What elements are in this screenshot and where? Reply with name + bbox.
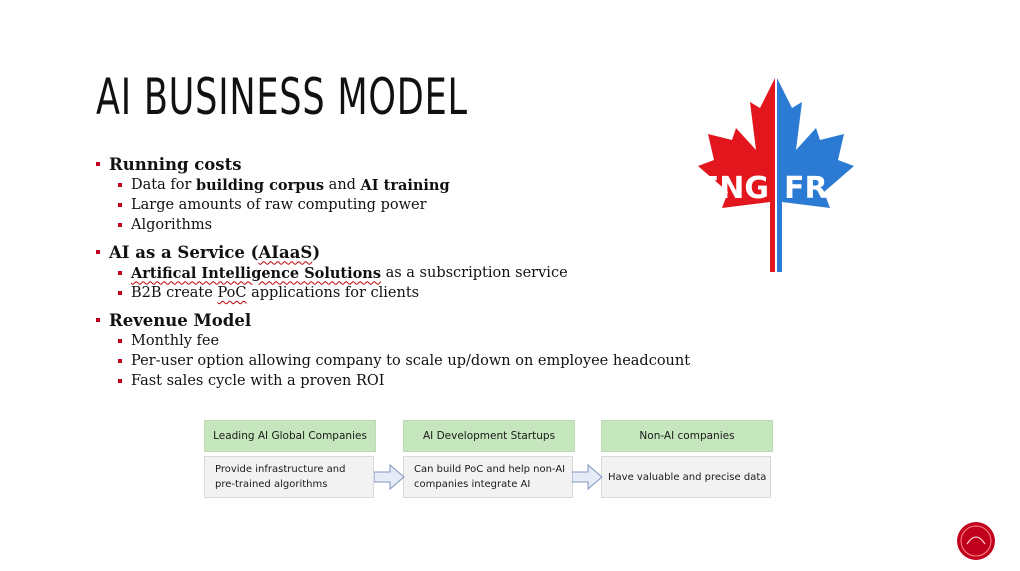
box-leading-ai: Provide infrastructure and pre-trained algorithms: [204, 456, 374, 498]
box-non-ai: Have valuable and precise data: [601, 456, 771, 498]
header-ai-startups: AI Development Startups: [403, 420, 575, 452]
section-revenue-model: [96, 309, 736, 391]
bullet-marker: [118, 183, 122, 187]
presentation-logo-icon: [955, 520, 997, 562]
bullet-marker: [96, 250, 100, 254]
section-running-costs: [96, 153, 736, 235]
list-item: Per-user option allowing company to scale up/down on employee headcount: [96, 351, 736, 371]
header-leading-ai: Leading AI Global Companies: [204, 420, 376, 452]
section-ai-as-a-service: [96, 241, 736, 303]
maple-leaf-eng-fr-icon: [676, 74, 876, 274]
section-heading: Revenue Model: [109, 310, 252, 330]
bullet-marker: [118, 203, 122, 207]
bullet-marker: [96, 318, 100, 322]
list-item: Data for building corpus and AI training: [96, 175, 736, 195]
bullet-marker: [118, 339, 122, 343]
bullet-marker: [118, 291, 122, 295]
bullet-marker: [118, 379, 122, 383]
list-item: Monthly fee: [96, 331, 736, 351]
header-non-ai: Non-AI companies: [601, 420, 773, 452]
box-ai-startups: Can build PoC and help non-AI companies integrate AI: [403, 456, 573, 498]
bullet-marker: [96, 162, 100, 166]
bullet-marker: [118, 271, 122, 275]
bullet-marker: [118, 223, 122, 227]
slide-title: AI BUSINESS MODEL: [96, 68, 468, 126]
section-heading: Running costs: [109, 154, 242, 174]
list-item: Large amounts of raw computing power: [96, 195, 736, 215]
list-item: Fast sales cycle with a proven ROI: [96, 371, 736, 391]
list-item: Artifical Intelligence Solutions as a subscription service: [96, 263, 736, 283]
flag-right-label: FR: [784, 171, 828, 206]
section-heading: AI as a Service (AIaaS): [109, 242, 321, 262]
bullet-marker: [118, 359, 122, 363]
flag-left-label: ENG: [698, 171, 769, 206]
right-arrow-icon: [572, 463, 604, 491]
bullet-list: [96, 153, 736, 397]
right-arrow-icon: [374, 463, 406, 491]
list-item: Algorithms: [96, 215, 736, 235]
list-item: B2B create PoC applications for clients: [96, 283, 736, 303]
